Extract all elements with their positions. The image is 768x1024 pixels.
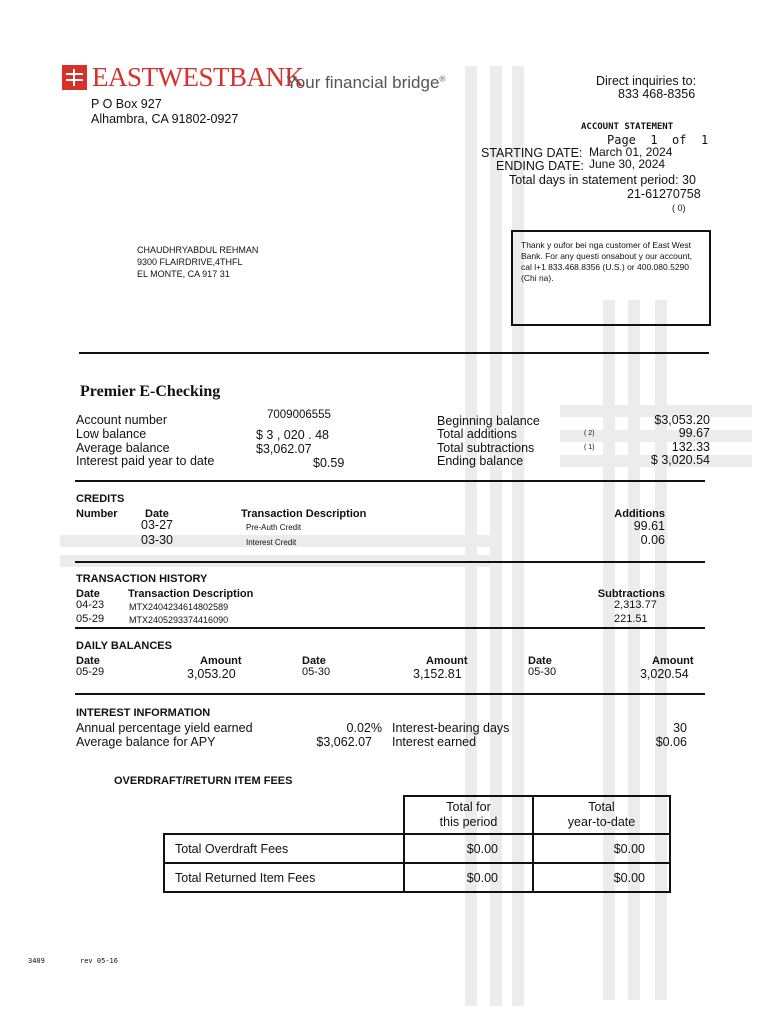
credits-col-number: Number bbox=[76, 508, 118, 520]
account-number: 7009006555 bbox=[267, 409, 331, 421]
fees-header-ytd: Total year-to-date bbox=[533, 796, 670, 834]
divider bbox=[75, 480, 705, 482]
ending-balance: $ 3,020.54 bbox=[650, 453, 710, 467]
bank-logo-icon bbox=[62, 65, 87, 90]
interest-ytd: $0.59 bbox=[313, 456, 345, 470]
table-row bbox=[164, 834, 670, 863]
daily-amount: 3,020.54 bbox=[640, 667, 689, 681]
account-number-label: Account number bbox=[76, 413, 168, 427]
interest-ytd-label: Interest paid year to date bbox=[76, 454, 215, 468]
history-amount: 221.51 bbox=[614, 613, 648, 625]
credits-col-desc: Transaction Description bbox=[241, 508, 367, 520]
history-desc: MTX2405293374416090 bbox=[129, 615, 229, 625]
credits-col-additions: Additions bbox=[614, 508, 665, 520]
daily-date: 05-30 bbox=[302, 666, 331, 678]
avg-apy-label: Average balance for APY bbox=[76, 735, 216, 749]
daily-title: DAILY BALANCES bbox=[76, 640, 172, 652]
starting-date-value: March 01, 2024 bbox=[589, 145, 673, 159]
daily-date: 05-29 bbox=[76, 666, 105, 678]
ending-date-value: June 30, 2024 bbox=[589, 157, 666, 171]
daily-amount: 3,053.20 bbox=[187, 667, 236, 681]
fee-label: Total Returned Item Fees bbox=[164, 863, 404, 892]
interest-earned: $0.06 bbox=[655, 735, 687, 749]
history-col-subtractions: Subtractions bbox=[597, 588, 665, 600]
divider bbox=[75, 693, 705, 695]
bank-tagline: Your financial bridge® bbox=[286, 73, 446, 92]
apy-label: Annual percentage yield earned bbox=[76, 721, 253, 735]
low-balance-label: Low balance bbox=[76, 427, 147, 441]
bank-address-line1: P O Box 927 bbox=[91, 97, 162, 111]
notice-box bbox=[511, 230, 711, 326]
fee-period: $0.00 bbox=[404, 834, 533, 863]
daily-col-date: Date bbox=[76, 655, 100, 667]
daily-col-date: Date bbox=[302, 655, 326, 667]
history-desc: MTX2404234614802589 bbox=[129, 602, 229, 612]
total-subtractions: 132.33 bbox=[671, 440, 710, 454]
beginning-balance-label: Beginning balance bbox=[437, 414, 540, 428]
fee-ytd: $0.00 bbox=[533, 863, 670, 892]
total-subtractions-label: Total subtractions bbox=[437, 441, 535, 455]
table-row bbox=[164, 863, 670, 892]
credit-amount: 99.61 bbox=[633, 519, 665, 533]
interest-title: INTEREST INFORMATION bbox=[76, 707, 211, 719]
fee-label: Total Overdraft Fees bbox=[164, 834, 404, 863]
beginning-balance: $3,053.20 bbox=[654, 413, 710, 427]
daily-date: 05-30 bbox=[528, 666, 557, 678]
customer-address-line2: EL MONTE, CA 917 31 bbox=[137, 269, 230, 279]
credits-title: CREDITS bbox=[76, 493, 125, 505]
statement-title: ACCOUNT STATEMENT bbox=[581, 122, 674, 132]
footer-code: 3409 bbox=[28, 957, 45, 965]
fees-header-period: Total for this period bbox=[404, 796, 533, 834]
fee-ytd: $0.00 bbox=[533, 834, 670, 863]
divider bbox=[75, 627, 705, 629]
inquiries-phone: 833 468-8356 bbox=[618, 87, 696, 101]
notice-text: Thank y oufor bei nga customer of East West Bank. For any questi onsabout y our account, cal l+1 833.468.8356 (U.S.) or 400.080.5290 (Chi na). bbox=[521, 240, 693, 283]
low-balance: $ 3 , 020 . 48 bbox=[256, 428, 329, 442]
page-indicator: Page 1 of 1 bbox=[607, 133, 709, 147]
ending-date-label: ENDING DATE: bbox=[496, 159, 584, 173]
fees-title: OVERDRAFT/RETURN ITEM FEES bbox=[114, 775, 293, 787]
statement-days: Total days in statement period: 30 bbox=[509, 173, 696, 187]
history-amount: 2,313.77 bbox=[614, 599, 657, 611]
statement-ref: 21-61270758 bbox=[627, 187, 701, 201]
fee-period: $0.00 bbox=[404, 863, 533, 892]
product-name: Premier E-Checking bbox=[80, 383, 221, 400]
interest-days-label: Interest-bearing days bbox=[392, 721, 510, 735]
additions-count: ( 2) bbox=[584, 430, 595, 437]
fees-table bbox=[163, 795, 671, 893]
average-balance: $3,062.07 bbox=[256, 442, 312, 456]
customer-name: CHAUDHRYABDUL REHMAN bbox=[137, 245, 259, 255]
history-col-desc: Transaction Description bbox=[128, 588, 254, 600]
fees-header-row bbox=[164, 796, 670, 834]
history-col-date: Date bbox=[76, 588, 100, 600]
history-date: 04-23 bbox=[76, 599, 105, 611]
daily-col-date: Date bbox=[528, 655, 552, 667]
daily-amount: 3,152.81 bbox=[413, 667, 462, 681]
subtractions-count: ( 1) bbox=[584, 444, 595, 451]
credits-col-date: Date bbox=[145, 508, 169, 520]
apy-value: 0.02% bbox=[346, 721, 382, 735]
starting-date-label: STARTING DATE: bbox=[481, 146, 583, 160]
total-additions: 99.67 bbox=[678, 426, 710, 440]
bank-address-line2: Alhambra, CA 91802-0927 bbox=[91, 112, 239, 126]
ending-balance-label: Ending balance bbox=[437, 454, 524, 468]
statement-ref2: ( 0) bbox=[672, 203, 686, 213]
credit-desc: Pre-Auth Credit bbox=[246, 523, 302, 532]
history-date: 05-29 bbox=[76, 613, 105, 625]
credit-amount: 0.06 bbox=[640, 533, 665, 547]
average-balance-label: Average balance bbox=[76, 441, 170, 455]
inquiries-label: Direct inquiries to: bbox=[596, 74, 697, 88]
divider bbox=[79, 352, 709, 354]
credit-date: 03-27 bbox=[141, 518, 173, 532]
bank-name: EASTWESTBANK bbox=[92, 62, 304, 92]
daily-col-amount: Amount bbox=[652, 655, 694, 667]
daily-col-amount: Amount bbox=[426, 655, 468, 667]
interest-earned-label: Interest earned bbox=[392, 735, 477, 749]
footer-rev: rev 05-16 bbox=[80, 957, 118, 965]
credit-desc: Interest Credit bbox=[246, 538, 297, 547]
history-title: TRANSACTION HISTORY bbox=[76, 573, 208, 585]
interest-days: 30 bbox=[673, 721, 687, 735]
avg-apy-value: $3,062.07 bbox=[316, 735, 372, 749]
daily-col-amount: Amount bbox=[200, 655, 242, 667]
total-additions-label: Total additions bbox=[437, 427, 517, 441]
credit-date: 03-30 bbox=[141, 533, 173, 547]
fees-header-empty bbox=[164, 796, 404, 834]
customer-address-line1: 9300 FLAIRDRIVE,4THFL bbox=[137, 257, 243, 267]
divider bbox=[75, 561, 705, 563]
